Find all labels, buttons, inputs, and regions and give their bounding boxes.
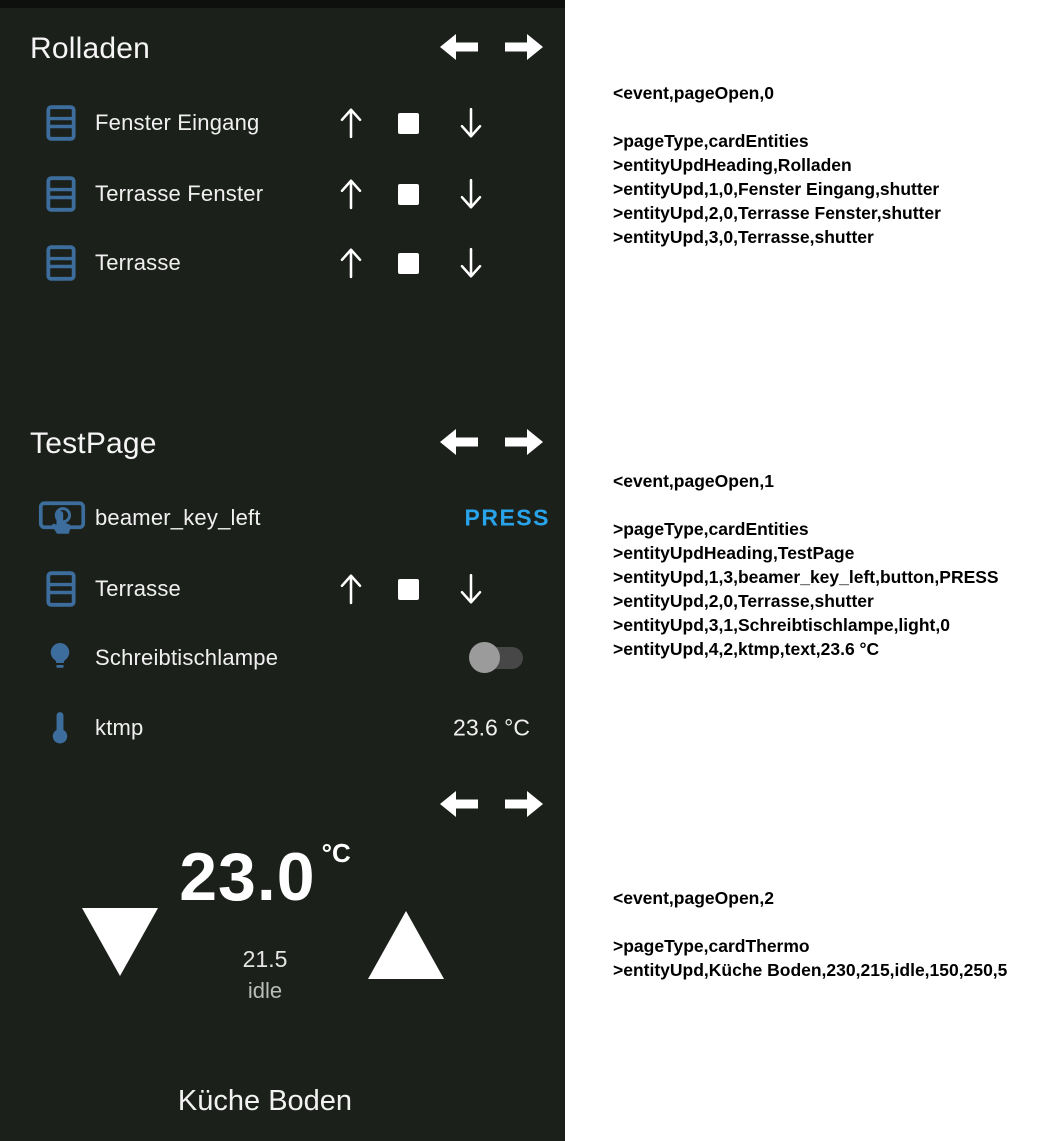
temperature-unit: °C: [321, 838, 351, 868]
log-line: >pageType,cardThermo: [613, 936, 810, 956]
sensor-value: 23.6 °C: [453, 714, 530, 741]
log-block-page2: [613, 886, 1007, 982]
log-line: >entityUpd,2,0,Terrasse,shutter: [613, 591, 874, 611]
log-line: >entityUpd,2,0,Terrasse Fenster,shutter: [613, 203, 941, 223]
entity-label: ktmp: [95, 715, 144, 740]
window-shutter-icon: [42, 173, 80, 215]
current-temperature: [0, 838, 530, 913]
log-line: >entityUpd,3,0,Terrasse,shutter: [613, 227, 874, 247]
shutter-down-button[interactable]: [456, 103, 486, 143]
log-event-line: <event,pageOpen,1: [613, 471, 774, 491]
prev-page-icon[interactable]: [440, 428, 478, 456]
shutter-stop-button[interactable]: [397, 569, 419, 609]
entity-label: Terrasse Fenster: [95, 181, 264, 206]
shutter-down-button[interactable]: [456, 569, 486, 609]
shutter-up-button[interactable]: [336, 243, 366, 283]
shutter-down-button[interactable]: [456, 243, 486, 283]
log-line: >entityUpd,1,0,Fenster Eingang,shutter: [613, 179, 940, 199]
entity-row: [0, 706, 565, 750]
entity-label: Schreibtischlampe: [95, 645, 279, 670]
page-title: TestPage: [30, 427, 157, 460]
shutter-up-button[interactable]: [336, 174, 366, 214]
log-event-line: <event,pageOpen,2: [613, 888, 774, 908]
entity-row: [0, 567, 565, 611]
press-button[interactable]: PRESS: [464, 504, 550, 531]
shutter-stop-button[interactable]: [397, 103, 419, 143]
log-event-line: <event,pageOpen,0: [613, 83, 774, 103]
card-entities-rolladen: [0, 0, 565, 395]
window-shutter-icon: [42, 242, 80, 284]
shutter-stop-button[interactable]: [397, 243, 419, 283]
current-temperature-value: 23.0: [179, 839, 316, 915]
entity-label: beamer_key_left: [95, 505, 261, 530]
entity-label: Terrasse: [95, 250, 181, 275]
page-title: Rolladen: [30, 32, 151, 65]
next-page-icon[interactable]: [505, 33, 543, 61]
log-block-page1: [613, 469, 999, 661]
stop-square-icon: [398, 113, 419, 134]
card-thermo: [0, 760, 565, 1141]
entity-row: [0, 101, 565, 145]
log-line: >entityUpd,Küche Boden,230,215,idle,150,250,5: [613, 960, 1008, 980]
shutter-up-button[interactable]: [336, 103, 366, 143]
toggle-knob: [469, 642, 500, 673]
lightbulb-icon: [45, 640, 75, 676]
next-page-icon[interactable]: [505, 790, 543, 818]
entity-row: [0, 241, 565, 285]
entity-row: [0, 172, 565, 216]
log-line: >entityUpdHeading,TestPage: [613, 543, 855, 563]
log-line: >pageType,cardEntities: [613, 131, 809, 151]
stop-square-icon: [398, 184, 419, 205]
prev-page-icon[interactable]: [440, 33, 478, 61]
log-line: >entityUpd,4,2,ktmp,text,23.6 °C: [613, 639, 880, 659]
window-shutter-icon: [42, 102, 80, 144]
shutter-stop-button[interactable]: [397, 174, 419, 214]
thermostat-name: Küche Boden: [177, 1085, 353, 1117]
window-shutter-icon: [42, 568, 80, 610]
log-block-page0: [613, 81, 941, 249]
log-line: >entityUpdHeading,Rolladen: [613, 155, 852, 175]
log-line: >entityUpd,3,1,Schreibtischlampe,light,0: [613, 615, 950, 635]
shutter-up-button[interactable]: [336, 569, 366, 609]
next-page-icon[interactable]: [505, 428, 543, 456]
card-entities-testpage: [0, 395, 565, 760]
page-nav: [440, 33, 543, 61]
shutter-down-button[interactable]: [456, 174, 486, 214]
page-nav: [440, 790, 543, 818]
log-line: >pageType,cardEntities: [613, 519, 809, 539]
setpoint-value: 21.5: [242, 946, 288, 972]
stop-square-icon: [398, 579, 419, 600]
entity-label: Fenster Eingang: [95, 110, 260, 135]
hvac-state: idle: [247, 978, 283, 1003]
entity-row: [0, 496, 565, 540]
stop-square-icon: [398, 253, 419, 274]
gesture-tap-button-icon: [38, 498, 86, 538]
page-nav: [440, 428, 543, 456]
prev-page-icon[interactable]: [440, 790, 478, 818]
thermometer-icon: [50, 710, 70, 746]
entity-label: Terrasse: [95, 576, 181, 601]
log-line: >entityUpd,1,3,beamer_key_left,button,PRESS: [613, 567, 999, 587]
entity-row: [0, 636, 565, 680]
light-toggle[interactable]: [469, 642, 523, 674]
